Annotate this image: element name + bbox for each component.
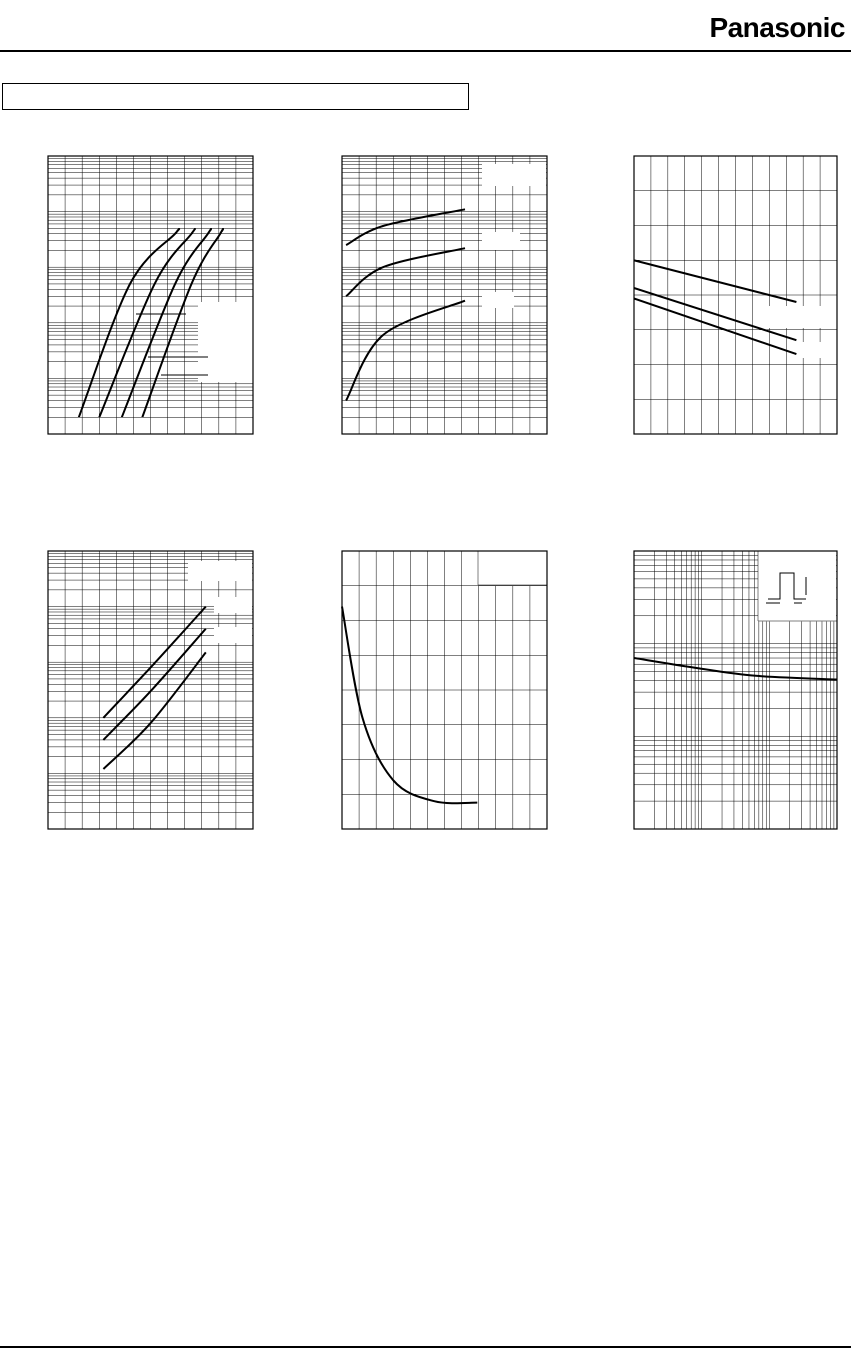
chart-linear-decline <box>634 156 838 436</box>
series-1-curve <box>346 209 465 245</box>
footer-rule <box>0 1346 851 1348</box>
panasonic-logo: Panasonic <box>709 12 845 43</box>
chart-forward-current-curves <box>48 156 254 436</box>
legend-area <box>198 302 253 382</box>
label-box <box>214 597 252 613</box>
series-3-curve <box>122 229 211 417</box>
series-1-curve <box>79 229 179 417</box>
chart-decay-curve <box>342 551 548 831</box>
section-title-box <box>2 83 469 110</box>
label-box <box>214 627 252 643</box>
series-1-curve <box>634 658 837 680</box>
series-3-curve <box>346 301 465 401</box>
label-box <box>188 561 252 581</box>
label-box <box>800 342 837 358</box>
label-box <box>482 292 514 308</box>
chart-log-log-pulse <box>634 551 838 831</box>
label-box <box>482 164 546 186</box>
chart-log-rising-curves <box>48 551 254 831</box>
label-box <box>768 306 837 328</box>
label-box <box>482 232 520 250</box>
series-1-curve <box>342 607 477 804</box>
series-3-curve <box>103 652 205 769</box>
header-rule <box>0 50 851 52</box>
chart-log-curves-three <box>342 156 548 436</box>
label-box <box>478 552 546 586</box>
inset-box <box>758 552 836 622</box>
